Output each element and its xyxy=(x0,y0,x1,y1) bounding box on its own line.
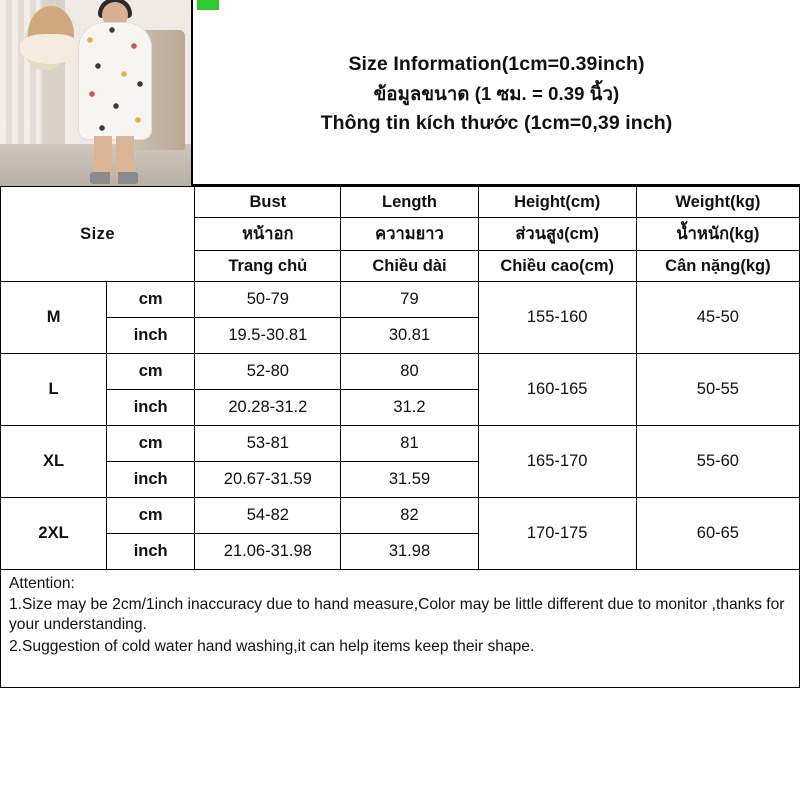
product-photo xyxy=(0,0,193,186)
table-row xyxy=(1,498,800,534)
m-weight: 45-50 xyxy=(636,282,799,354)
xl-length-inch: 31.59 xyxy=(341,462,478,498)
attention-heading: Attention: xyxy=(9,575,75,592)
unit-cm: cm xyxy=(107,426,195,462)
header-height-th: ส่วนสูง(cm) xyxy=(478,218,636,251)
table-row xyxy=(1,426,800,462)
header-length-th: ความยาว xyxy=(341,218,478,251)
attention-line-1: 1.Size may be 2cm/1inch inaccuracy due to hand measure,Color may be little different due to monitor ,thanks for your understanding. xyxy=(9,595,785,634)
row-size-2xl: 2XL xyxy=(1,498,107,570)
title-block xyxy=(193,0,800,184)
footer-blank-area xyxy=(0,688,800,740)
l-weight: 50-55 xyxy=(636,354,799,426)
title-vietnamese: Thông tin kích thước (1cm=0,39 inch) xyxy=(320,112,673,135)
unit-inch: inch xyxy=(107,534,195,570)
m-length-cm: 79 xyxy=(341,282,478,318)
unit-cm: cm xyxy=(107,354,195,390)
l-bust-inch: 20.28-31.2 xyxy=(195,390,341,426)
unit-cm: cm xyxy=(107,498,195,534)
m-height: 155-160 xyxy=(478,282,636,354)
model-shoes xyxy=(90,172,138,184)
header-weight-vi: Cân nặng(kg) xyxy=(636,251,799,282)
size-column-header: Size xyxy=(1,187,195,282)
m-bust-inch: 19.5-30.81 xyxy=(195,318,341,354)
header-weight-en: Weight(kg) xyxy=(636,187,799,218)
m-length-inch: 30.81 xyxy=(341,318,478,354)
unit-cm: cm xyxy=(107,282,195,318)
model-legs xyxy=(94,136,134,176)
unit-inch: inch xyxy=(107,462,195,498)
xxl-bust-inch: 21.06-31.98 xyxy=(195,534,341,570)
unit-inch: inch xyxy=(107,390,195,426)
header-height-vi: Chiều cao(cm) xyxy=(478,251,636,282)
header-band xyxy=(0,0,800,186)
xl-height: 165-170 xyxy=(478,426,636,498)
xl-weight: 55-60 xyxy=(636,426,799,498)
title-english: Size Information(1cm=0.39inch) xyxy=(348,53,645,76)
l-bust-cm: 52-80 xyxy=(195,354,341,390)
header-bust-th: หน้าอก xyxy=(195,218,341,251)
xl-bust-cm: 53-81 xyxy=(195,426,341,462)
size-table xyxy=(0,186,800,570)
attention-line-2: 2.Suggestion of cold water hand washing,it can help items keep their shape. xyxy=(9,638,535,656)
title-thai: ข้อมูลขนาด (1 ซม. = 0.39 นิ้ว) xyxy=(373,82,620,104)
xl-length-cm: 81 xyxy=(341,426,478,462)
header-length-en: Length xyxy=(341,187,478,218)
l-length-cm: 80 xyxy=(341,354,478,390)
model-printed-dress xyxy=(78,22,152,140)
photo-teddy-bear xyxy=(28,6,74,62)
row-size-l: L xyxy=(1,354,107,426)
table-header-row-en xyxy=(1,187,800,218)
l-length-inch: 31.2 xyxy=(341,390,478,426)
green-marker xyxy=(197,0,219,10)
xxl-length-inch: 31.98 xyxy=(341,534,478,570)
header-height-en: Height(cm) xyxy=(478,187,636,218)
unit-inch: inch xyxy=(107,318,195,354)
table-row xyxy=(1,282,800,318)
xxl-weight: 60-65 xyxy=(636,498,799,570)
xl-bust-inch: 20.67-31.59 xyxy=(195,462,341,498)
m-bust-cm: 50-79 xyxy=(195,282,341,318)
photo-model xyxy=(72,0,158,186)
row-size-m: M xyxy=(1,282,107,354)
xxl-bust-cm: 54-82 xyxy=(195,498,341,534)
header-bust-vi: Trang chủ xyxy=(195,251,341,282)
xxl-length-cm: 82 xyxy=(341,498,478,534)
row-size-xl: XL xyxy=(1,426,107,498)
l-height: 160-165 xyxy=(478,354,636,426)
header-weight-th: น้ำหนัก(kg) xyxy=(636,218,799,251)
attention-block xyxy=(0,570,800,688)
table-row xyxy=(1,354,800,390)
header-bust-en: Bust xyxy=(195,187,341,218)
xxl-height: 170-175 xyxy=(478,498,636,570)
header-length-vi: Chiều dài xyxy=(341,251,478,282)
